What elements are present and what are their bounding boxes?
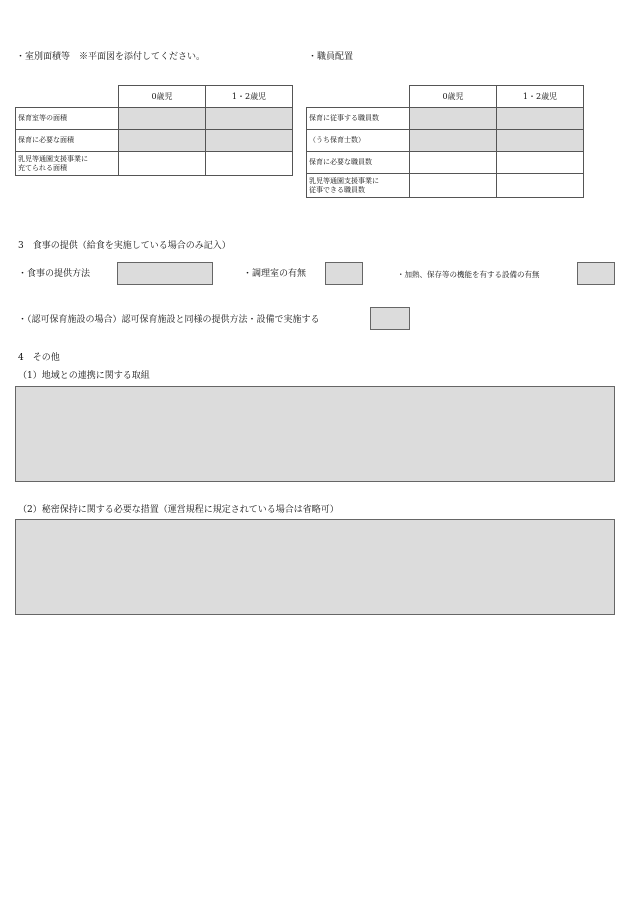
staff-cell-input[interactable]	[497, 152, 584, 174]
area-cell-input[interactable]	[206, 108, 293, 130]
staff-cell-input[interactable]	[410, 152, 497, 174]
staff-cell-input[interactable]	[497, 130, 584, 152]
area-row-label: 乳児等通園支援事業に 充てられる面積	[16, 152, 119, 176]
other-section-heading: 4 その他	[18, 353, 60, 363]
staff-row-label: 保育に必要な職員数	[307, 152, 410, 174]
community-label: （1）地域との連携に関する取組	[18, 371, 150, 381]
kitchen-label: ・調理室の有無	[243, 269, 307, 279]
certified-label: ・（認可保育施設の場合）認可保育施設と同様の提供方法・設備で実施する	[18, 315, 320, 325]
area-header-age0: 0歳児	[119, 86, 206, 108]
staff-header-age0: 0歳児	[410, 86, 497, 108]
confidentiality-label: （2）秘密保持に関する必要な措置（運営規程に規定されている場合は省略可）	[18, 505, 339, 515]
staff-row-label: （うち保育士数）	[307, 130, 410, 152]
staff-cell-input[interactable]	[497, 108, 584, 130]
area-section-title: ・室別面積等 ※平面図を添付してください。	[16, 52, 206, 62]
area-table	[15, 85, 293, 176]
area-cell-input[interactable]	[119, 108, 206, 130]
staff-table	[306, 85, 584, 198]
confidentiality-textarea[interactable]	[15, 519, 615, 615]
staff-header-age12: 1・2歳児	[497, 86, 584, 108]
staff-cell-input[interactable]	[410, 174, 497, 198]
area-header-age12: 1・2歳児	[206, 86, 293, 108]
staff-cell-input[interactable]	[497, 174, 584, 198]
equipment-label: ・加熱、保存等の機能を有する設備の有無	[397, 270, 540, 279]
staff-cell-input[interactable]	[410, 130, 497, 152]
community-textarea[interactable]	[15, 386, 615, 482]
staff-row-label: 保育に従事する職員数	[307, 108, 410, 130]
area-cell-input[interactable]	[119, 152, 206, 176]
staff-cell-input[interactable]	[410, 108, 497, 130]
staff-section-title: ・職員配置	[308, 52, 354, 62]
meal-method-input[interactable]	[117, 262, 213, 285]
area-cell-input[interactable]	[119, 130, 206, 152]
area-cell-input[interactable]	[206, 130, 293, 152]
kitchen-input[interactable]	[325, 262, 363, 285]
area-row-label: 保育に必要な面積	[16, 130, 119, 152]
area-row-label: 保育室等の面積	[16, 108, 119, 130]
equipment-input[interactable]	[577, 262, 615, 285]
staff-row-label: 乳児等通園支援事業に 従事できる職員数	[307, 174, 410, 198]
area-cell-input[interactable]	[206, 152, 293, 176]
certified-input[interactable]	[370, 307, 410, 330]
meal-method-label: ・食事の提供方法	[18, 269, 91, 279]
meal-section-heading: 3 食事の提供（給食を実施している場合のみ記入）	[18, 241, 231, 251]
